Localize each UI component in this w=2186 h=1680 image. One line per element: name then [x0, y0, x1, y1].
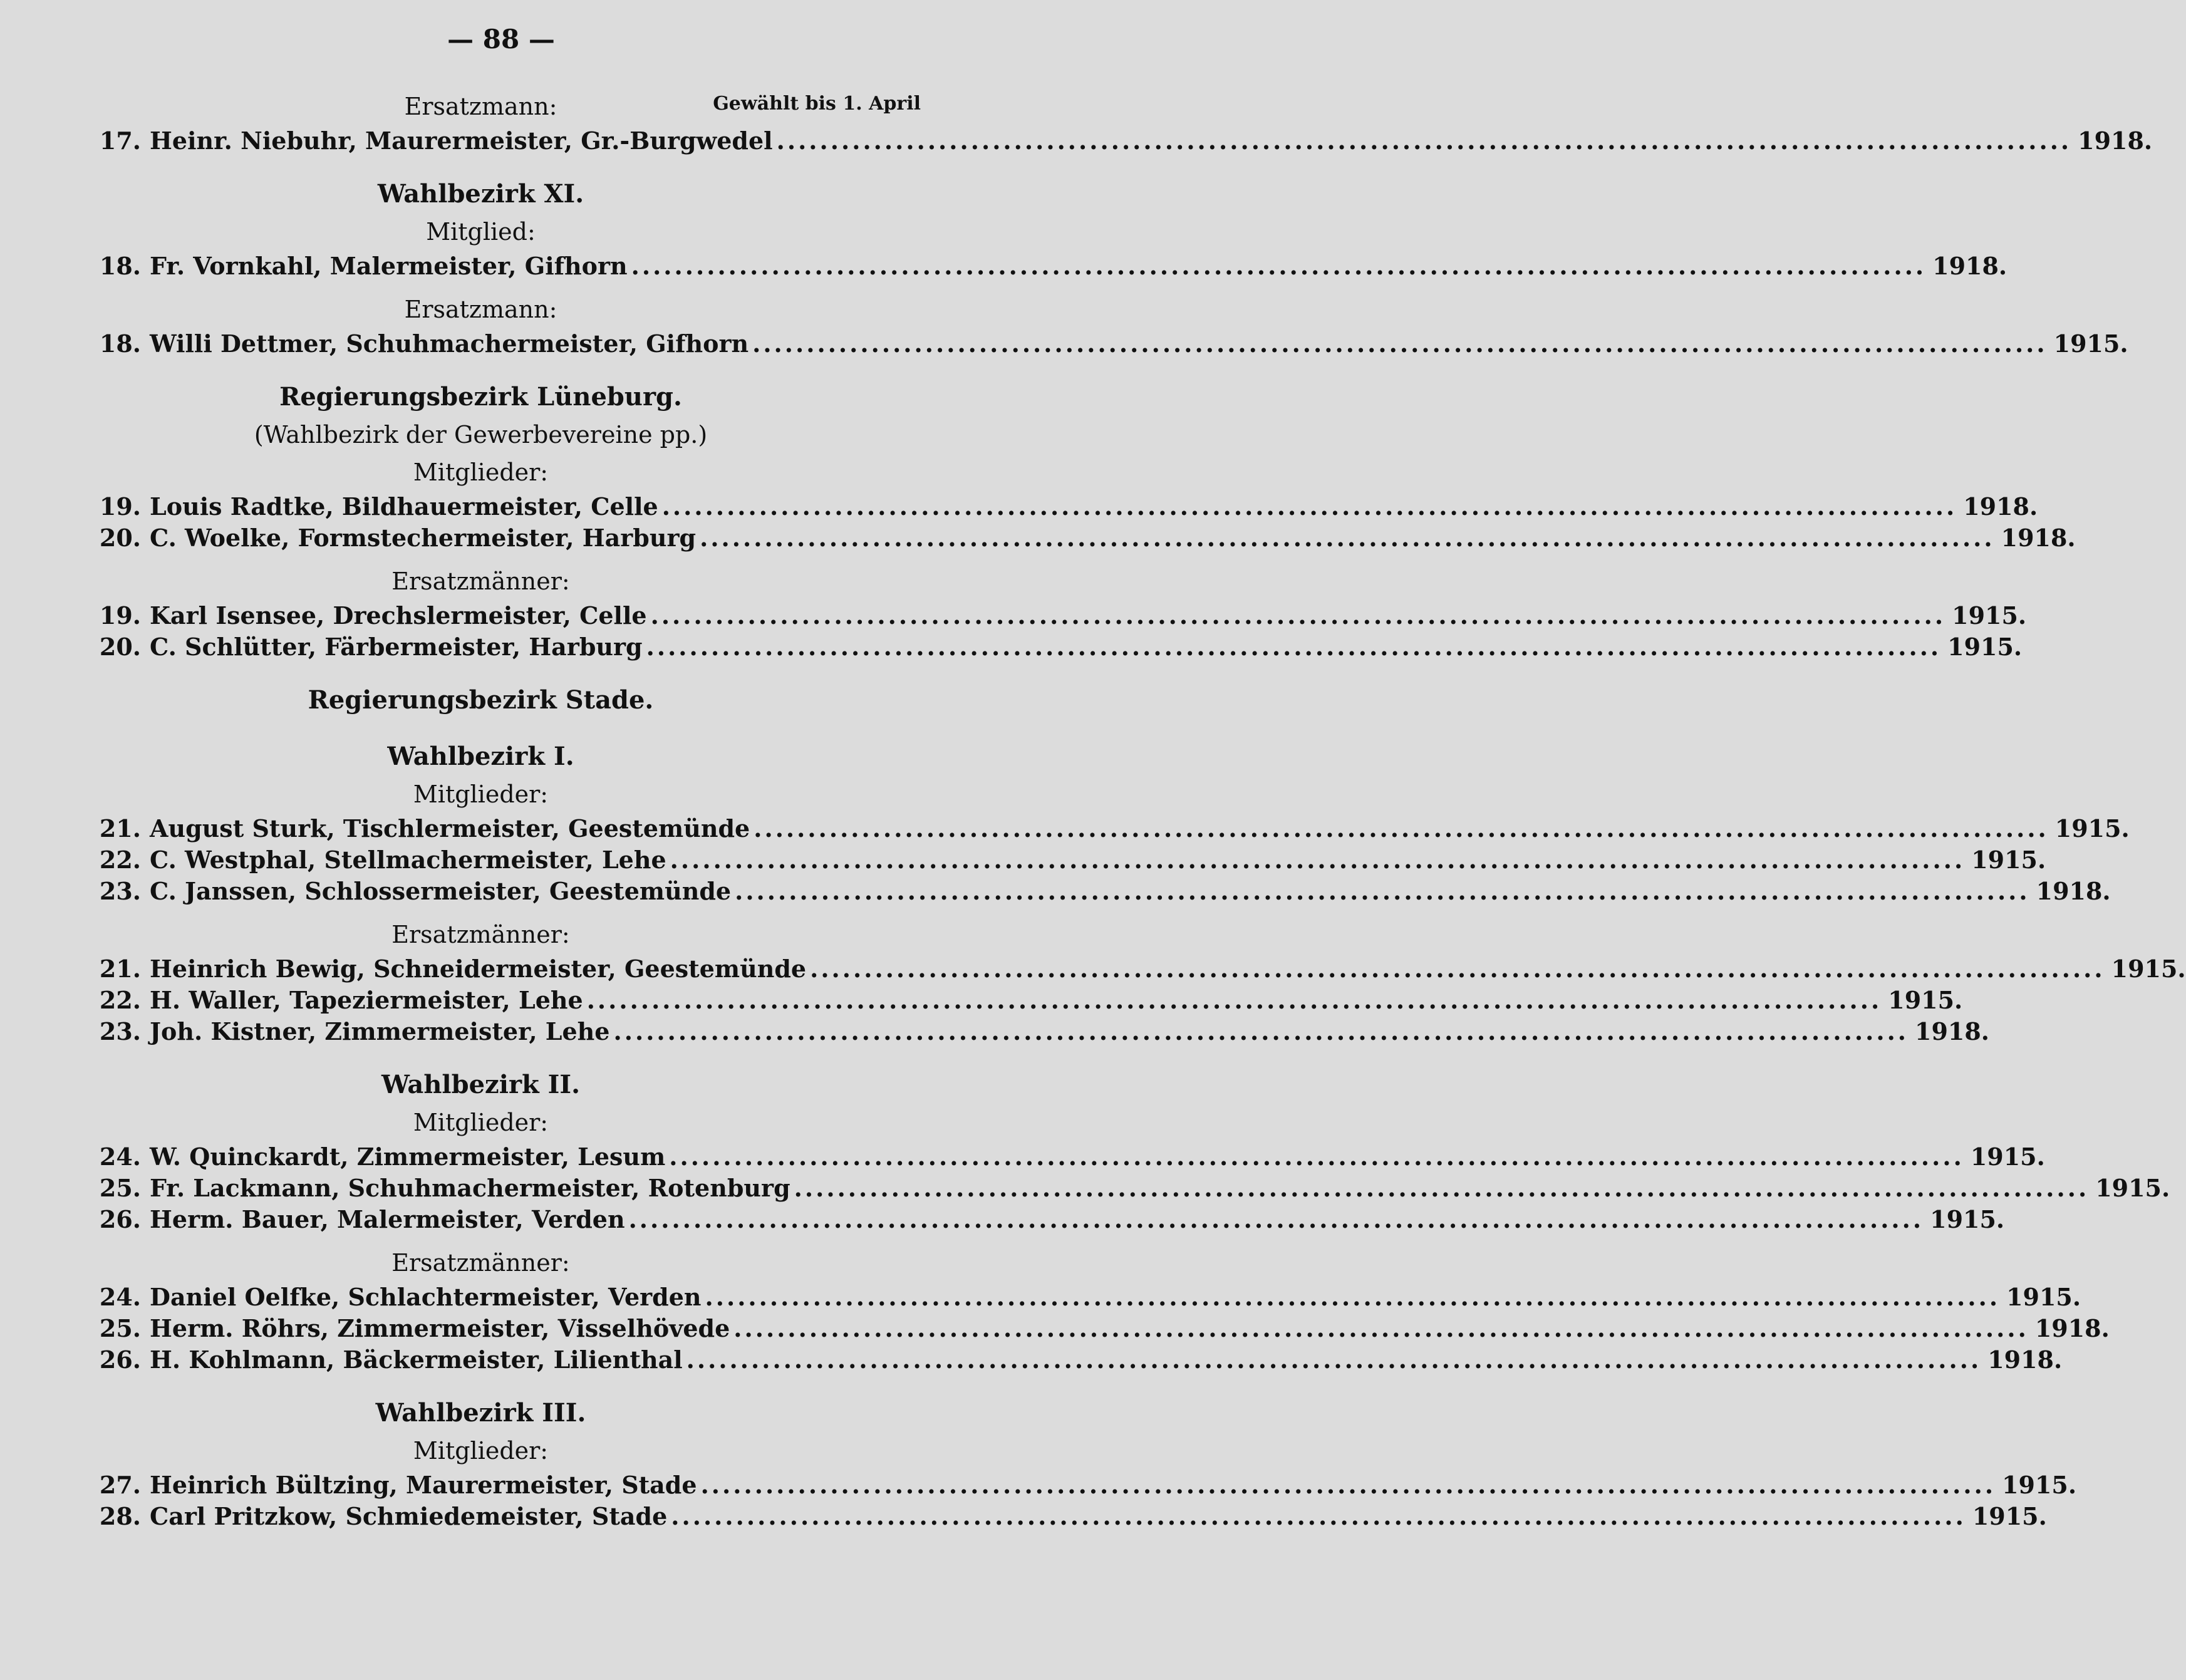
- entry-number: 21.: [99, 814, 141, 843]
- entry-number: 24.: [99, 1143, 141, 1171]
- member-entry: [85, 1282, 2081, 1313]
- member-entry: [85, 953, 2186, 985]
- entry-number: 23.: [99, 877, 141, 905]
- section-label: Ersatzmann:: [404, 93, 557, 120]
- section-label: Ersatzmänner:: [391, 1249, 570, 1277]
- entry-year: 1915.: [2006, 1283, 2081, 1311]
- entry-number: 27.: [99, 1471, 141, 1499]
- entry-number: 17.: [99, 127, 141, 155]
- entry-name: Herm. Röhrs, Zimmermeister, Visselhövede: [150, 1314, 730, 1342]
- district-heading: Wahlbezirk II.: [381, 1070, 581, 1099]
- entry-name: August Sturk, Tischlermeister, Geestemünde: [150, 814, 750, 843]
- entry-year: 1918.: [2034, 1314, 2110, 1342]
- entry-number: 18.: [99, 252, 141, 280]
- dot-leader: [731, 876, 2036, 907]
- section-label: Ersatzmänner:: [391, 921, 570, 948]
- dot-leader: [806, 953, 2111, 985]
- entry-year: 1915.: [1947, 633, 2023, 661]
- entry-year: 1915.: [2002, 1471, 2077, 1499]
- spacer: [85, 282, 877, 291]
- member-entry: [85, 1344, 2063, 1376]
- member-entry: [85, 522, 2076, 554]
- entry-name: C. Woelke, Formstechermeister, Harburg: [150, 524, 697, 552]
- member-entry: [85, 491, 2038, 522]
- dot-leader: [750, 813, 2055, 844]
- entry-name: Louis Radtke, Bildhauermeister, Celle: [150, 492, 658, 521]
- district-heading: Wahlbezirk I.: [387, 742, 574, 771]
- entry-number: 23.: [99, 1017, 141, 1045]
- entry-year: 1915.: [1970, 1143, 2045, 1171]
- entry-year: 1918.: [2036, 877, 2111, 905]
- entry-name: Fr. Vornkahl, Malermeister, Gifhorn: [150, 252, 628, 280]
- entry-year: 1915.: [2111, 955, 2186, 983]
- entry-year: 1918.: [1987, 1346, 2063, 1374]
- entry-name: Karl Isensee, Drechslermeister, Celle: [150, 601, 647, 630]
- dot-leader: [696, 522, 2001, 554]
- spacer: [85, 157, 877, 175]
- dot-leader: [749, 328, 2054, 360]
- dot-leader: [790, 1173, 2096, 1204]
- entry-year: 1915.: [2095, 1174, 2170, 1202]
- section-label: Ersatzmann:: [404, 296, 557, 323]
- spacer: [85, 719, 877, 738]
- section-label: Mitglieder:: [413, 1109, 549, 1136]
- entry-number: 25.: [99, 1314, 141, 1342]
- member-entry: [85, 985, 1963, 1016]
- entry-number: 19.: [99, 492, 141, 521]
- member-entry: [85, 251, 2007, 282]
- district-heading: Wahlbezirk III.: [375, 1398, 586, 1428]
- entry-year: 1915.: [1888, 986, 1963, 1014]
- member-entry: [85, 813, 2130, 844]
- entry-number: 21.: [99, 955, 141, 983]
- entry-year: 1915.: [1972, 1502, 2047, 1530]
- entry-name: Heinr. Niebuhr, Maurermeister, Gr.-Burgwedel: [150, 127, 773, 155]
- member-entry: [85, 844, 2046, 876]
- dot-leader: [683, 1344, 1988, 1376]
- spacer: [85, 1047, 877, 1066]
- entry-name: H. Kohlmann, Bäckermeister, Lilienthal: [150, 1346, 683, 1374]
- dot-leader: [697, 1470, 2002, 1501]
- entry-number: 18.: [99, 329, 141, 358]
- dot-leader: [702, 1282, 2007, 1313]
- entry-year: 1918.: [1932, 252, 2007, 280]
- member-entry: [85, 125, 2153, 157]
- dot-leader: [647, 600, 1952, 631]
- member-entry: [85, 1141, 2045, 1173]
- dot-leader: [628, 251, 1933, 282]
- dot-leader: [583, 985, 1888, 1016]
- spacer: [85, 554, 877, 563]
- dot-leader: [610, 1016, 1915, 1047]
- entry-year: 1918.: [1963, 492, 2038, 521]
- entry-year: 1918.: [2078, 127, 2153, 155]
- entry-number: 28.: [99, 1502, 141, 1530]
- entry-name: Carl Pritzkow, Schmiedemeister, Stade: [150, 1502, 668, 1530]
- district-heading: Regierungsbezirk Lüneburg.: [279, 382, 682, 412]
- section-label: Mitglieder:: [413, 780, 549, 808]
- entry-name: Herm. Bauer, Malermeister, Verden: [150, 1205, 625, 1233]
- spacer: [85, 1376, 877, 1394]
- member-entry: [85, 1016, 1990, 1047]
- dot-leader: [730, 1313, 2035, 1344]
- section-label: Mitglieder:: [413, 459, 549, 486]
- entry-name: C. Schlütter, Färbermeister, Harburg: [150, 633, 643, 661]
- entry-name: C. Janssen, Schlossermeister, Geestemünde: [150, 877, 732, 905]
- entry-year: 1915.: [2053, 329, 2128, 358]
- entry-name: W. Quinckardt, Zimmermeister, Lesum: [150, 1143, 666, 1171]
- member-entry: [85, 600, 2027, 631]
- entry-number: 24.: [99, 1283, 141, 1311]
- member-entry: [85, 1501, 2047, 1532]
- entry-number: 22.: [99, 986, 141, 1014]
- member-entry: [85, 1470, 2077, 1501]
- entry-year: 1918.: [1915, 1017, 1990, 1045]
- entry-number: 19.: [99, 601, 141, 630]
- spacer: [85, 907, 877, 916]
- member-entry: [85, 876, 2111, 907]
- entry-name: Willi Dettmer, Schuhmachermeister, Gifhorn: [150, 329, 749, 358]
- member-entry: [85, 328, 2128, 360]
- entry-year: 1915.: [1971, 846, 2046, 874]
- dot-leader: [773, 125, 2078, 157]
- dot-leader: [625, 1204, 1930, 1235]
- section-label: Mitglieder:: [413, 1437, 549, 1465]
- dot-leader: [643, 631, 1948, 663]
- section-label: Ersatzmänner:: [391, 568, 570, 595]
- entry-number: 26.: [99, 1346, 141, 1374]
- dot-leader: [658, 491, 1964, 522]
- member-entry: [85, 1173, 2170, 1204]
- district-heading: Wahlbezirk XI.: [377, 179, 584, 209]
- label-row: [85, 88, 921, 125]
- entry-name: Heinrich Bültzing, Maurermeister, Stade: [150, 1471, 697, 1499]
- dot-leader: [665, 1141, 1971, 1173]
- member-entry: [85, 1313, 2110, 1344]
- entry-number: 26.: [99, 1205, 141, 1233]
- entry-number: 20.: [99, 633, 141, 661]
- entry-name: Joh. Kistner, Zimmermeister, Lehe: [150, 1017, 610, 1045]
- entry-name: C. Westphal, Stellmachermeister, Lehe: [150, 846, 666, 874]
- elected-until-note: Gewählt bis 1. April: [713, 93, 921, 115]
- dot-leader: [666, 844, 1972, 876]
- entry-year: 1915.: [1930, 1205, 2005, 1233]
- entry-year: 1918.: [2001, 524, 2076, 552]
- section-label: (Wahlbezirk der Gewerbevereine pp.): [254, 421, 708, 449]
- member-entry: [85, 631, 2023, 663]
- document-body: [85, 88, 2186, 1532]
- dot-leader: [667, 1501, 1972, 1532]
- entry-year: 1915.: [2054, 814, 2130, 843]
- entry-name: Daniel Oelfke, Schlachtermeister, Verden: [150, 1283, 702, 1311]
- entry-number: 20.: [99, 524, 141, 552]
- entry-name: Fr. Lackmann, Schuhmachermeister, Rotenburg: [150, 1174, 790, 1202]
- section-label: Mitglied:: [426, 218, 536, 246]
- entry-name: Heinrich Bewig, Schneidermeister, Geestemünde: [150, 955, 807, 983]
- spacer: [85, 360, 877, 378]
- entry-number: 22.: [99, 846, 141, 874]
- entry-name: H. Waller, Tapeziermeister, Lehe: [150, 986, 583, 1014]
- entry-number: 25.: [99, 1174, 141, 1202]
- spacer: [85, 1235, 877, 1244]
- page-number: — 88 —: [447, 24, 555, 54]
- district-heading: Regierungsbezirk Stade.: [308, 685, 654, 715]
- member-entry: [85, 1204, 2005, 1235]
- entry-year: 1915.: [1952, 601, 2027, 630]
- spacer: [85, 663, 877, 682]
